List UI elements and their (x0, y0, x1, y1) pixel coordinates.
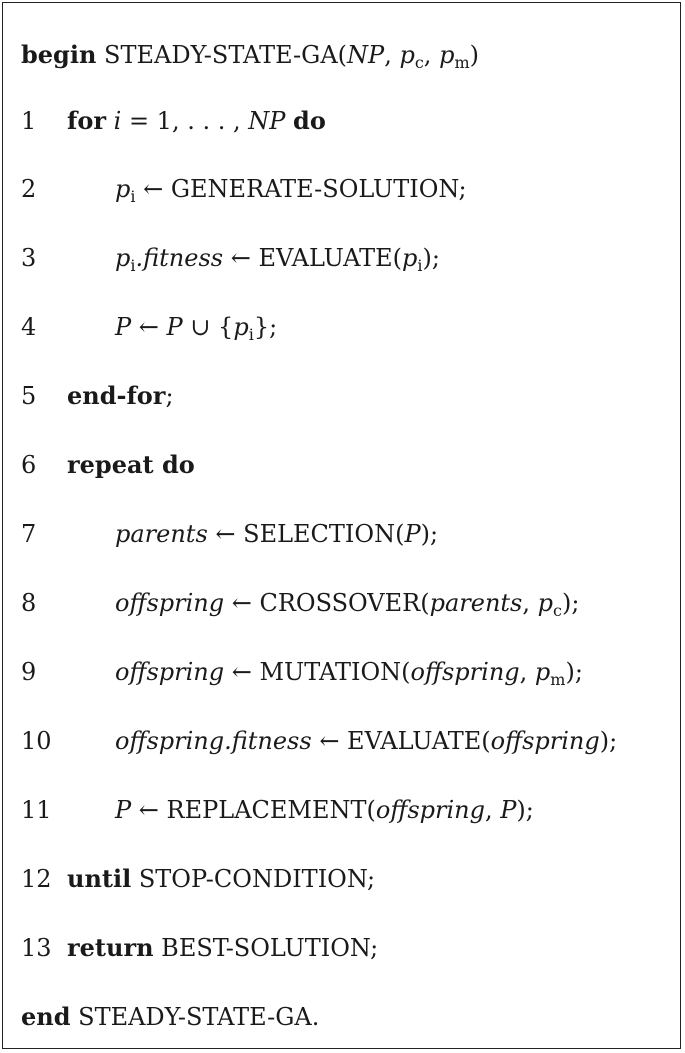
code-line-3 (3, 238, 682, 278)
code-text: ∪ { (182, 313, 234, 341)
param-pm-sub: m (454, 53, 470, 72)
until-keyword: until (67, 864, 132, 893)
var: offspring (115, 658, 225, 686)
line-number: 2 (21, 175, 37, 203)
end-keyword: end (21, 1002, 71, 1031)
for-keyword: for (67, 106, 106, 135)
code-text: ← EVALUATE( (311, 727, 491, 755)
code-text: ); (599, 727, 618, 755)
line-number: 13 (21, 934, 52, 962)
var-sub: i (130, 187, 136, 206)
code-line-4 (3, 307, 682, 347)
arg-sub: i (417, 256, 423, 275)
paren-close: ) (469, 41, 479, 69)
code-text: ← GENERATE-SOLUTION; (135, 175, 467, 203)
code-text: ← EVALUATE( (223, 244, 403, 272)
code-text: ; (165, 382, 174, 410)
line-number: 5 (21, 382, 37, 410)
line-number: 8 (21, 589, 37, 617)
var: p (233, 313, 249, 341)
separator: , (423, 41, 440, 69)
code-text: ← CROSSOVER( (224, 589, 430, 617)
var: p (115, 175, 131, 203)
line-number: 10 (21, 727, 52, 755)
attr: .fitness (135, 244, 224, 272)
code-line-5 (3, 376, 682, 416)
return-keyword: return (67, 933, 154, 962)
code-text: ← REPLACEMENT( (131, 796, 376, 824)
param-pm: p (439, 41, 455, 69)
algorithm-box (2, 2, 681, 1049)
paren-open: ( (337, 41, 348, 69)
separator: , (384, 41, 400, 69)
end-for-keyword: end-for (67, 381, 166, 410)
code-text: STEADY-STATE-GA. (70, 1003, 320, 1031)
var: offspring (410, 658, 520, 686)
code-text: ← SELECTION( (207, 520, 405, 548)
code-line-10 (3, 721, 682, 761)
line-number: 4 (21, 313, 37, 341)
code-line-1 (3, 101, 682, 141)
begin-keyword: begin (21, 40, 97, 69)
code-line-11 (3, 790, 682, 830)
line-number: 3 (21, 244, 37, 272)
param-pc: p (399, 41, 415, 69)
var: P (500, 796, 517, 824)
code-text: ); (422, 244, 440, 272)
algorithm-footer (3, 997, 682, 1037)
code-text: ); (565, 658, 583, 686)
line-number: 12 (21, 865, 52, 893)
code-line-12 (3, 859, 682, 899)
var: parents (429, 589, 523, 617)
param-np: NP (347, 41, 385, 69)
line-number: 11 (21, 796, 52, 824)
var: p (537, 589, 553, 617)
var: offspring.fitness (115, 727, 312, 755)
var: P (115, 796, 132, 824)
code-text: = 1, . . . , (121, 107, 249, 135)
code-text: , (519, 658, 535, 686)
var-sub: m (550, 670, 566, 689)
var: offspring (115, 589, 225, 617)
code-text: STOP-CONDITION; (131, 865, 376, 893)
line-number: 7 (21, 520, 37, 548)
np-var: NP (248, 107, 286, 135)
code-line-2 (3, 169, 682, 209)
do-keyword: do (293, 106, 326, 135)
line-number: 9 (21, 658, 37, 686)
var: parents (115, 520, 208, 548)
loop-var: i (113, 107, 122, 135)
code-text: ); (420, 520, 439, 548)
var-sub: i (130, 256, 136, 275)
code-text: BEST-SOLUTION; (153, 934, 379, 962)
var: P (404, 520, 421, 548)
code-line-6 (3, 445, 682, 485)
var-sub: i (248, 325, 254, 344)
code-text: ← MUTATION( (224, 658, 411, 686)
var-sub: c (553, 601, 562, 620)
var: offspring (375, 796, 485, 824)
code-text: ); (516, 796, 534, 824)
code-line-13 (3, 928, 682, 968)
algorithm-name: STEADY-STATE-GA (104, 41, 338, 69)
repeat-keyword: repeat do (67, 450, 195, 479)
var: p (115, 244, 131, 272)
code-text: , (485, 796, 501, 824)
code-text: }; (253, 313, 278, 341)
algorithm-header (3, 35, 682, 75)
arg: p (402, 244, 418, 272)
line-number: 1 (21, 107, 37, 135)
var: offspring (490, 727, 600, 755)
var: p (534, 658, 551, 686)
line-number: 6 (21, 451, 37, 479)
code-text: , (522, 589, 538, 617)
code-text: ← (131, 313, 167, 341)
code-text: ); (561, 589, 580, 617)
code-line-8 (3, 583, 682, 623)
var: P (115, 313, 132, 341)
var: P (166, 313, 183, 341)
code-line-9 (3, 652, 682, 692)
param-pc-sub: c (414, 53, 424, 72)
code-line-7 (3, 514, 682, 554)
